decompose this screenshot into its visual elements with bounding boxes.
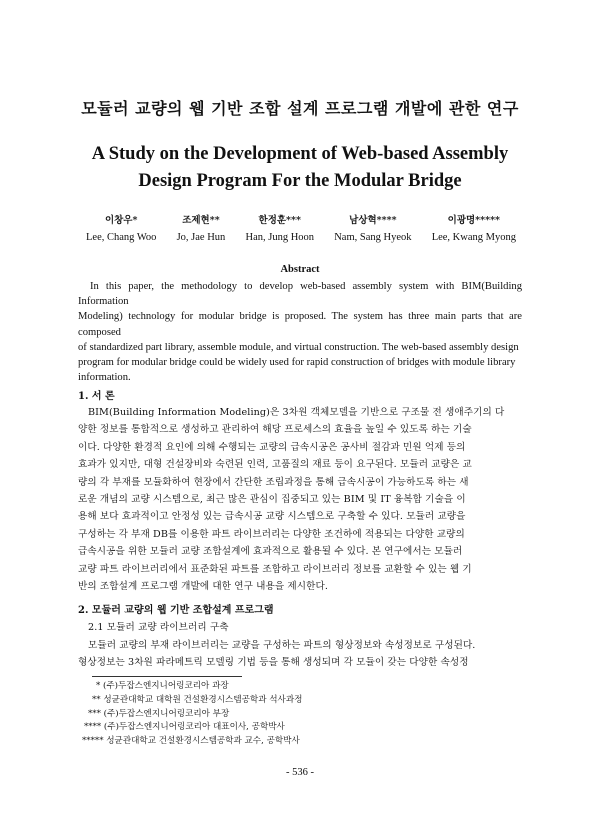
page-number: - 536 -: [286, 767, 314, 778]
body-line: BIM(Building Information Modeling)은 3차원 객체모델을 기반으로 구조물 전 생애주기의 다: [88, 407, 505, 418]
abstract-line: information.: [78, 372, 131, 384]
body-line: 형상정보는 3차원 파라메트릭 모델링 기법 등을 통해 생성되며 각 모듈이 갖는 다양한 속성정: [78, 657, 469, 669]
english-title-line-2: Design Program For the Modular Bridge: [138, 171, 462, 191]
section-2-heading: 2. 모듈러 교량의 웹 기반 조합설계 프로그램: [78, 605, 274, 616]
author-name-ko: 이창우*: [104, 215, 138, 226]
author-name-en: Jo, Jae Hun: [176, 232, 226, 243]
author-2: [177, 214, 226, 246]
author-name-en: Han, Jung Hoon: [245, 232, 315, 243]
author-1: [86, 214, 156, 246]
abstract-line: of standardized part library, assemble module, and virtual construction. The web-based assembly design: [78, 341, 519, 353]
footnote: ***** 성균관대학교 건설환경시스템공학과 교수, 공학박사: [82, 736, 300, 747]
section-1-heading: 1. 서 론: [78, 391, 115, 402]
section-1-body: [78, 404, 522, 595]
body-line: 급속시공을 위한 모듈러 교량 조합설계에 효과적으로 활용될 수 있다. 본 연구에서는 모듈러: [78, 546, 463, 558]
body-line: 로운 개념의 교량 시스템으로, 최근 많은 관심이 집중되고 있는 BIM 및 IT 융복합 기술을 이: [78, 494, 466, 506]
body-line: 이다. 다양한 환경적 요인에 의해 수행되는 교량의 급속시공은 공사비 절감과 민원 억제 등의: [78, 441, 466, 453]
author-3: [245, 214, 314, 246]
body-line: 량의 각 부재를 모듈화하여 현장에서 간단한 조립과정을 통해 급속시공이 가능하도록 하는 새: [78, 476, 469, 488]
author-name-en: Nam, Sang Hyeok: [334, 232, 412, 243]
footnote: * (주)두잡스엔지니어링코리아 과장: [96, 681, 229, 691]
author-4: [334, 214, 411, 246]
abstract-line: program for modular bridge could be widely used for rapid construction of bridges with module library: [78, 357, 516, 369]
author-name-ko: 남상혁****: [349, 215, 397, 226]
body-line: 용해 보다 효과적이고 안정성 있는 급속시공 교량 시스템으로 구축할 수 있다. 모듈러 교량을: [78, 511, 466, 523]
abstract-line: In this paper, the methodology to develop web-based assembly system with BIM(Building Information: [78, 281, 522, 308]
body-line: 효과가 있지만, 대형 건설장비와 숙련된 인력, 고품질의 재료 등이 요구된다. 모듈러 교량은 교: [78, 459, 472, 471]
author-name-en: Lee, Chang Woo: [86, 232, 157, 243]
author-name-ko: 이광명*****: [447, 215, 501, 226]
body-line: 구성하는 각 부재 DB를 이용한 파트 라이브러리는 다양한 조건하에 적용되는 다양한 교량의: [78, 528, 465, 540]
english-title-line-1: A Study on the Development of Web-based Assembly: [91, 144, 509, 164]
footnote-divider: [92, 676, 242, 677]
footnotes: [82, 680, 302, 749]
author-5: [432, 214, 516, 246]
korean-title: 모듈러 교량의 웹 기반 조합 설계 프로그램 개발에 관한 연구: [81, 99, 519, 118]
abstract-body: [78, 279, 522, 385]
author-name-ko: 조제현**: [182, 215, 220, 226]
section-2-1-heading: 2.1 모듈러 교량 라이브러리 구축: [88, 622, 229, 633]
footnote: ** 성균관대학교 대학원 건설환경시스템공학과 석사과정: [92, 694, 303, 705]
abstract-heading: Abstract: [280, 264, 320, 275]
author-list: [86, 214, 516, 246]
abstract-line: Modeling) technology for modular bridge is proposed. The system has three main parts that are composed: [78, 311, 522, 338]
body-line: 반의 조합설계 프로그램 개발에 대한 연구 내용을 제시한다.: [78, 581, 329, 593]
body-line: 양한 정보를 통합적으로 생성하고 관리하여 해당 프로세스의 효율을 높일 수 있도록 하는 기술: [78, 424, 472, 436]
section-2-body: [78, 637, 522, 672]
footnote: *** (주)두잡스엔지니어링코리아 부장: [88, 708, 230, 719]
body-line: 교량 파트 라이브러리에서 표준화된 파트를 조합하고 라이브러리 정보를 교환할 수 있는 웹 기: [78, 563, 472, 575]
author-name-ko: 한정훈***: [258, 215, 301, 226]
english-title: [0, 141, 600, 195]
body-line: 모듈러 교량의 부재 라이브러리는 교량을 구성하는 파트의 형상정보와 속성정보로 구성된다.: [88, 640, 476, 651]
author-name-en: Lee, Kwang Myong: [431, 232, 516, 243]
footnote: **** (주)두잡스엔지니어링코리아 대표이사, 공학박사: [84, 722, 285, 733]
